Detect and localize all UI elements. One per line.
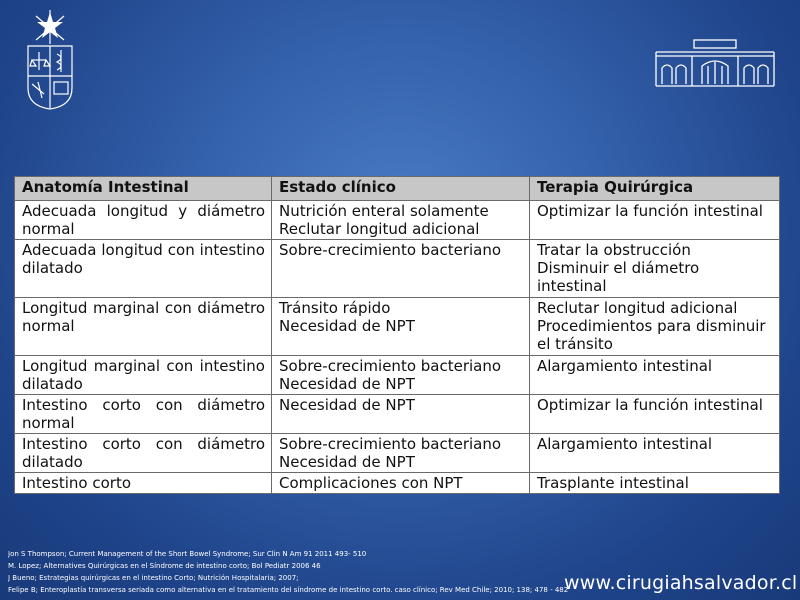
website-url: www.cirugiahsalvador.cl (564, 572, 798, 594)
table-cell: Optimizar la función intestinal (530, 394, 780, 433)
university-crest-icon (24, 10, 76, 110)
table-row (15, 434, 780, 473)
therapy-table (14, 176, 780, 494)
table-row (15, 473, 780, 494)
surgical-therapy-table (14, 176, 780, 494)
table-row (15, 240, 780, 298)
table-cell: Reclutar longitud adicional Procedimientos para disminuir el tránsito (530, 297, 780, 355)
table-cell: Intestino corto (15, 473, 272, 494)
table-cell: Tratar la obstrucción Disminuir el diámetro intestinal (530, 240, 780, 298)
table-cell: Alargamiento intestinal (530, 434, 780, 473)
table-cell: Adecuada longitud con intestino dilatado (15, 240, 272, 298)
building-facade-icon (654, 38, 776, 90)
table-row (15, 201, 780, 240)
table-cell: Optimizar la función intestinal (530, 201, 780, 240)
table-cell: Tránsito rápido Necesidad de NPT (272, 297, 530, 355)
reference-4: Felipe B; Enteroplastía transversa seriada como alternativa en el tratamiento del síndrome de intestino corto. caso clínico; Rev Med Chile; 2010; 138; 478 - 482 (8, 586, 569, 594)
table-cell: Intestino corto con diámetro dilatado (15, 434, 272, 473)
table-cell: Sobre-crecimiento bacteriano Necesidad de NPT (272, 434, 530, 473)
table-cell: Necesidad de NPT (272, 394, 530, 433)
table-cell: Complicaciones con NPT (272, 473, 530, 494)
table-cell: Alargamiento intestinal (530, 355, 780, 394)
table-cell: Longitud marginal con intestino dilatado (15, 355, 272, 394)
table-cell: Adecuada longitud y diámetro normal (15, 201, 272, 240)
table-cell: Intestino corto con diámetro normal (15, 394, 272, 433)
header-terapia: Terapia Quirúrgica (530, 177, 780, 201)
header-estado: Estado clínico (272, 177, 530, 201)
reference-2: M. Lopez; Alternatives Quirúrgicas en el Síndrome de intestino corto; Bol Pediatr 2006 46 (8, 562, 321, 570)
table-row (15, 355, 780, 394)
table-header-row (15, 177, 780, 201)
header-anatomia: Anatomía Intestinal (15, 177, 272, 201)
table-row (15, 297, 780, 355)
table-cell: Sobre-crecimiento bacteriano (272, 240, 530, 298)
table-cell: Sobre-crecimiento bacteriano Necesidad de NPT (272, 355, 530, 394)
references (8, 548, 608, 596)
table-cell: Longitud marginal con diámetro normal (15, 297, 272, 355)
table-cell: Trasplante intestinal (530, 473, 780, 494)
reference-1: Jon S Thompson; Current Management of the Short Bowel Syndrome; Sur Clin N Am 91 2011 493- 510 (8, 550, 367, 558)
table-cell: Nutrición enteral solamente Reclutar longitud adicional (272, 201, 530, 240)
reference-3: J Bueno; Estrategias quirúrgicas en el intestino Corto; Nutrición Hospitalaria; 2007; (8, 574, 299, 582)
table-row (15, 394, 780, 433)
